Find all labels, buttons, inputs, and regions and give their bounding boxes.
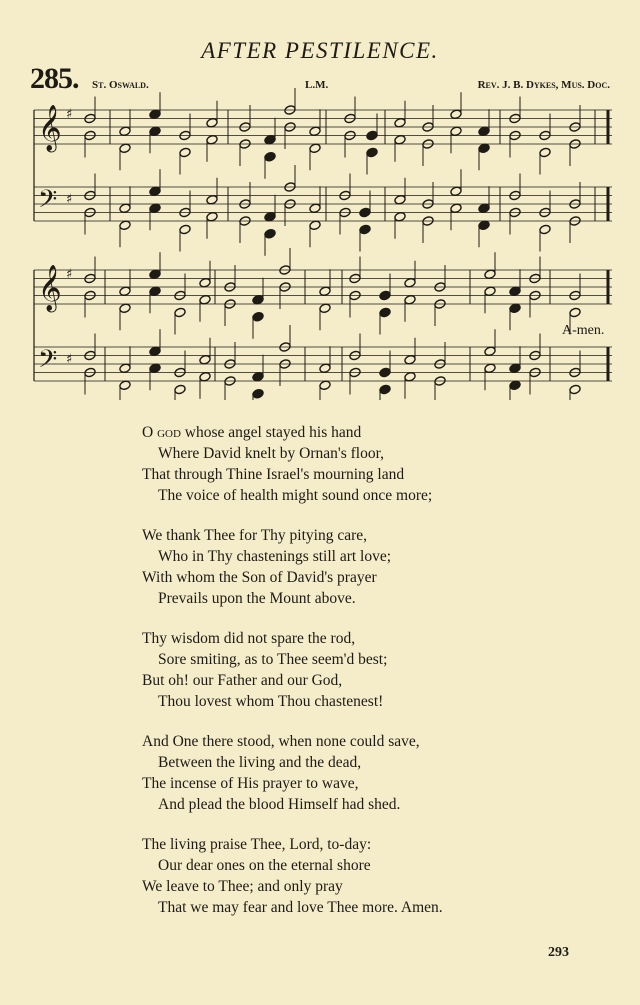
note-head [119, 203, 131, 214]
note-head [366, 130, 378, 141]
page-title: AFTER PESTILENCE. [201, 38, 439, 63]
verse-line: Our dear ones on the eternal shore [158, 857, 371, 874]
note-head [366, 147, 378, 158]
note-head [539, 224, 551, 235]
sharp-icon: ♯ [66, 352, 73, 367]
note-head [319, 363, 331, 374]
hymn-number: 285. [30, 62, 79, 95]
note-head [539, 147, 551, 158]
note-head [199, 277, 211, 288]
note-head [149, 269, 161, 280]
note-head [379, 290, 391, 301]
note-head [569, 307, 581, 318]
note-head [199, 294, 211, 305]
note-head [252, 311, 264, 322]
note-head [252, 294, 264, 305]
note-head [174, 307, 186, 318]
note-head [319, 380, 331, 391]
bass-clef-icon: 𝄢 [38, 185, 58, 220]
note-head [450, 109, 462, 120]
note-head [509, 363, 521, 374]
note-head [509, 286, 521, 297]
verse-3 [142, 628, 562, 712]
note-head [359, 207, 371, 218]
note-head [484, 346, 496, 357]
note-head [264, 151, 276, 162]
verse-line: Between the living and the dead, [158, 754, 362, 771]
sharp-icon: ♯ [66, 192, 73, 207]
verse-2 [142, 525, 562, 609]
note-head [394, 117, 406, 128]
note-head [179, 147, 191, 158]
note-head [484, 363, 496, 374]
note-head [394, 194, 406, 205]
page-number: 293 [548, 945, 569, 960]
first-word: O god [142, 424, 181, 441]
note-head [478, 126, 490, 137]
note-head [450, 126, 462, 137]
note-head [359, 224, 371, 235]
treble-clef-icon: 𝄞 [38, 105, 62, 151]
note-head [149, 346, 161, 357]
verse-line: We leave to Thee; and only pray [142, 878, 343, 895]
note-head [404, 294, 416, 305]
verse-line: Sore smiting, as to Thee seem'd best; [158, 651, 388, 668]
note-head [379, 384, 391, 395]
note-head [264, 228, 276, 239]
note-head [319, 286, 331, 297]
note-head [379, 367, 391, 378]
verse-line: And plead the blood Himself had shed. [158, 796, 401, 813]
meter: L.M. [305, 79, 329, 91]
note-head [509, 303, 521, 314]
tune-name: St. Oswald. [92, 79, 149, 91]
verse-line: Who in Thy chastenings still art love; [158, 548, 392, 565]
note-head [149, 363, 161, 374]
verse-line: The voice of health might sound once more; [158, 487, 433, 504]
note-head [319, 303, 331, 314]
verse-4 [142, 731, 562, 815]
note-head [119, 380, 131, 391]
note-head [206, 117, 218, 128]
amen-label: A-men. [562, 323, 605, 338]
note-head [119, 220, 131, 231]
note-head [206, 194, 218, 205]
sharp-icon: ♯ [66, 267, 73, 282]
note-head [119, 143, 131, 154]
note-head [149, 109, 161, 120]
note-head [206, 134, 218, 145]
note-head [149, 126, 161, 137]
note-head [119, 286, 131, 297]
verse-line: But oh! our Father and our God, [142, 672, 343, 689]
note-head [394, 211, 406, 222]
composer-credit: Rev. J. B. Dykes, Mus. Doc. [477, 79, 610, 91]
verse-line: And One there stood, when none could save, [142, 733, 420, 750]
verse-line: The living praise Thee, Lord, to-day: [142, 836, 372, 853]
bass-clef-icon: 𝄢 [38, 345, 58, 380]
note-head [478, 203, 490, 214]
note-head [119, 126, 131, 137]
verse-line: With whom the Son of David's prayer [142, 569, 377, 586]
verse-line: O god whose angel stayed his hand [142, 424, 362, 441]
verses [142, 422, 562, 937]
note-head [450, 203, 462, 214]
note-head [404, 277, 416, 288]
treble-clef-icon: 𝄞 [38, 265, 62, 311]
verse-line: That we may fear and love Thee more. Amen. [158, 899, 443, 916]
note-head [264, 134, 276, 145]
note-head [206, 211, 218, 222]
note-head [264, 211, 276, 222]
note-head [119, 303, 131, 314]
note-head [509, 380, 521, 391]
note-head [179, 224, 191, 235]
note-head [174, 384, 186, 395]
note-head [394, 134, 406, 145]
music-score [0, 0, 640, 400]
verse-line: Where David knelt by Ornan's floor, [158, 445, 384, 462]
note-head [478, 220, 490, 231]
note-head [199, 354, 211, 365]
note-head [478, 143, 490, 154]
note-head [309, 126, 321, 137]
verse-line: Thou lovest whom Thou chastenest! [158, 693, 384, 710]
note-head [569, 384, 581, 395]
verse-line: We thank Thee for Thy pitying care, [142, 527, 368, 544]
verse-1 [142, 422, 562, 506]
note-head [309, 143, 321, 154]
note-head [252, 371, 264, 382]
note-head [309, 220, 321, 231]
note-head [450, 186, 462, 197]
note-head [309, 203, 321, 214]
note-head [484, 286, 496, 297]
verse-line: That through Thine Israel's mourning land [142, 466, 405, 483]
verse-line: Prevails upon the Mount above. [158, 590, 356, 607]
note-head [252, 388, 264, 399]
note-head [404, 371, 416, 382]
note-head [149, 186, 161, 197]
note-head [484, 269, 496, 280]
verse-5 [142, 834, 562, 918]
verse-line: The incense of His prayer to wave, [142, 775, 359, 792]
note-head [149, 286, 161, 297]
note-head [149, 203, 161, 214]
note-head [119, 363, 131, 374]
note-head [404, 354, 416, 365]
note-head [379, 307, 391, 318]
verse-line: Thy wisdom did not spare the rod, [142, 630, 356, 647]
note-head [199, 371, 211, 382]
sharp-icon: ♯ [66, 107, 73, 122]
